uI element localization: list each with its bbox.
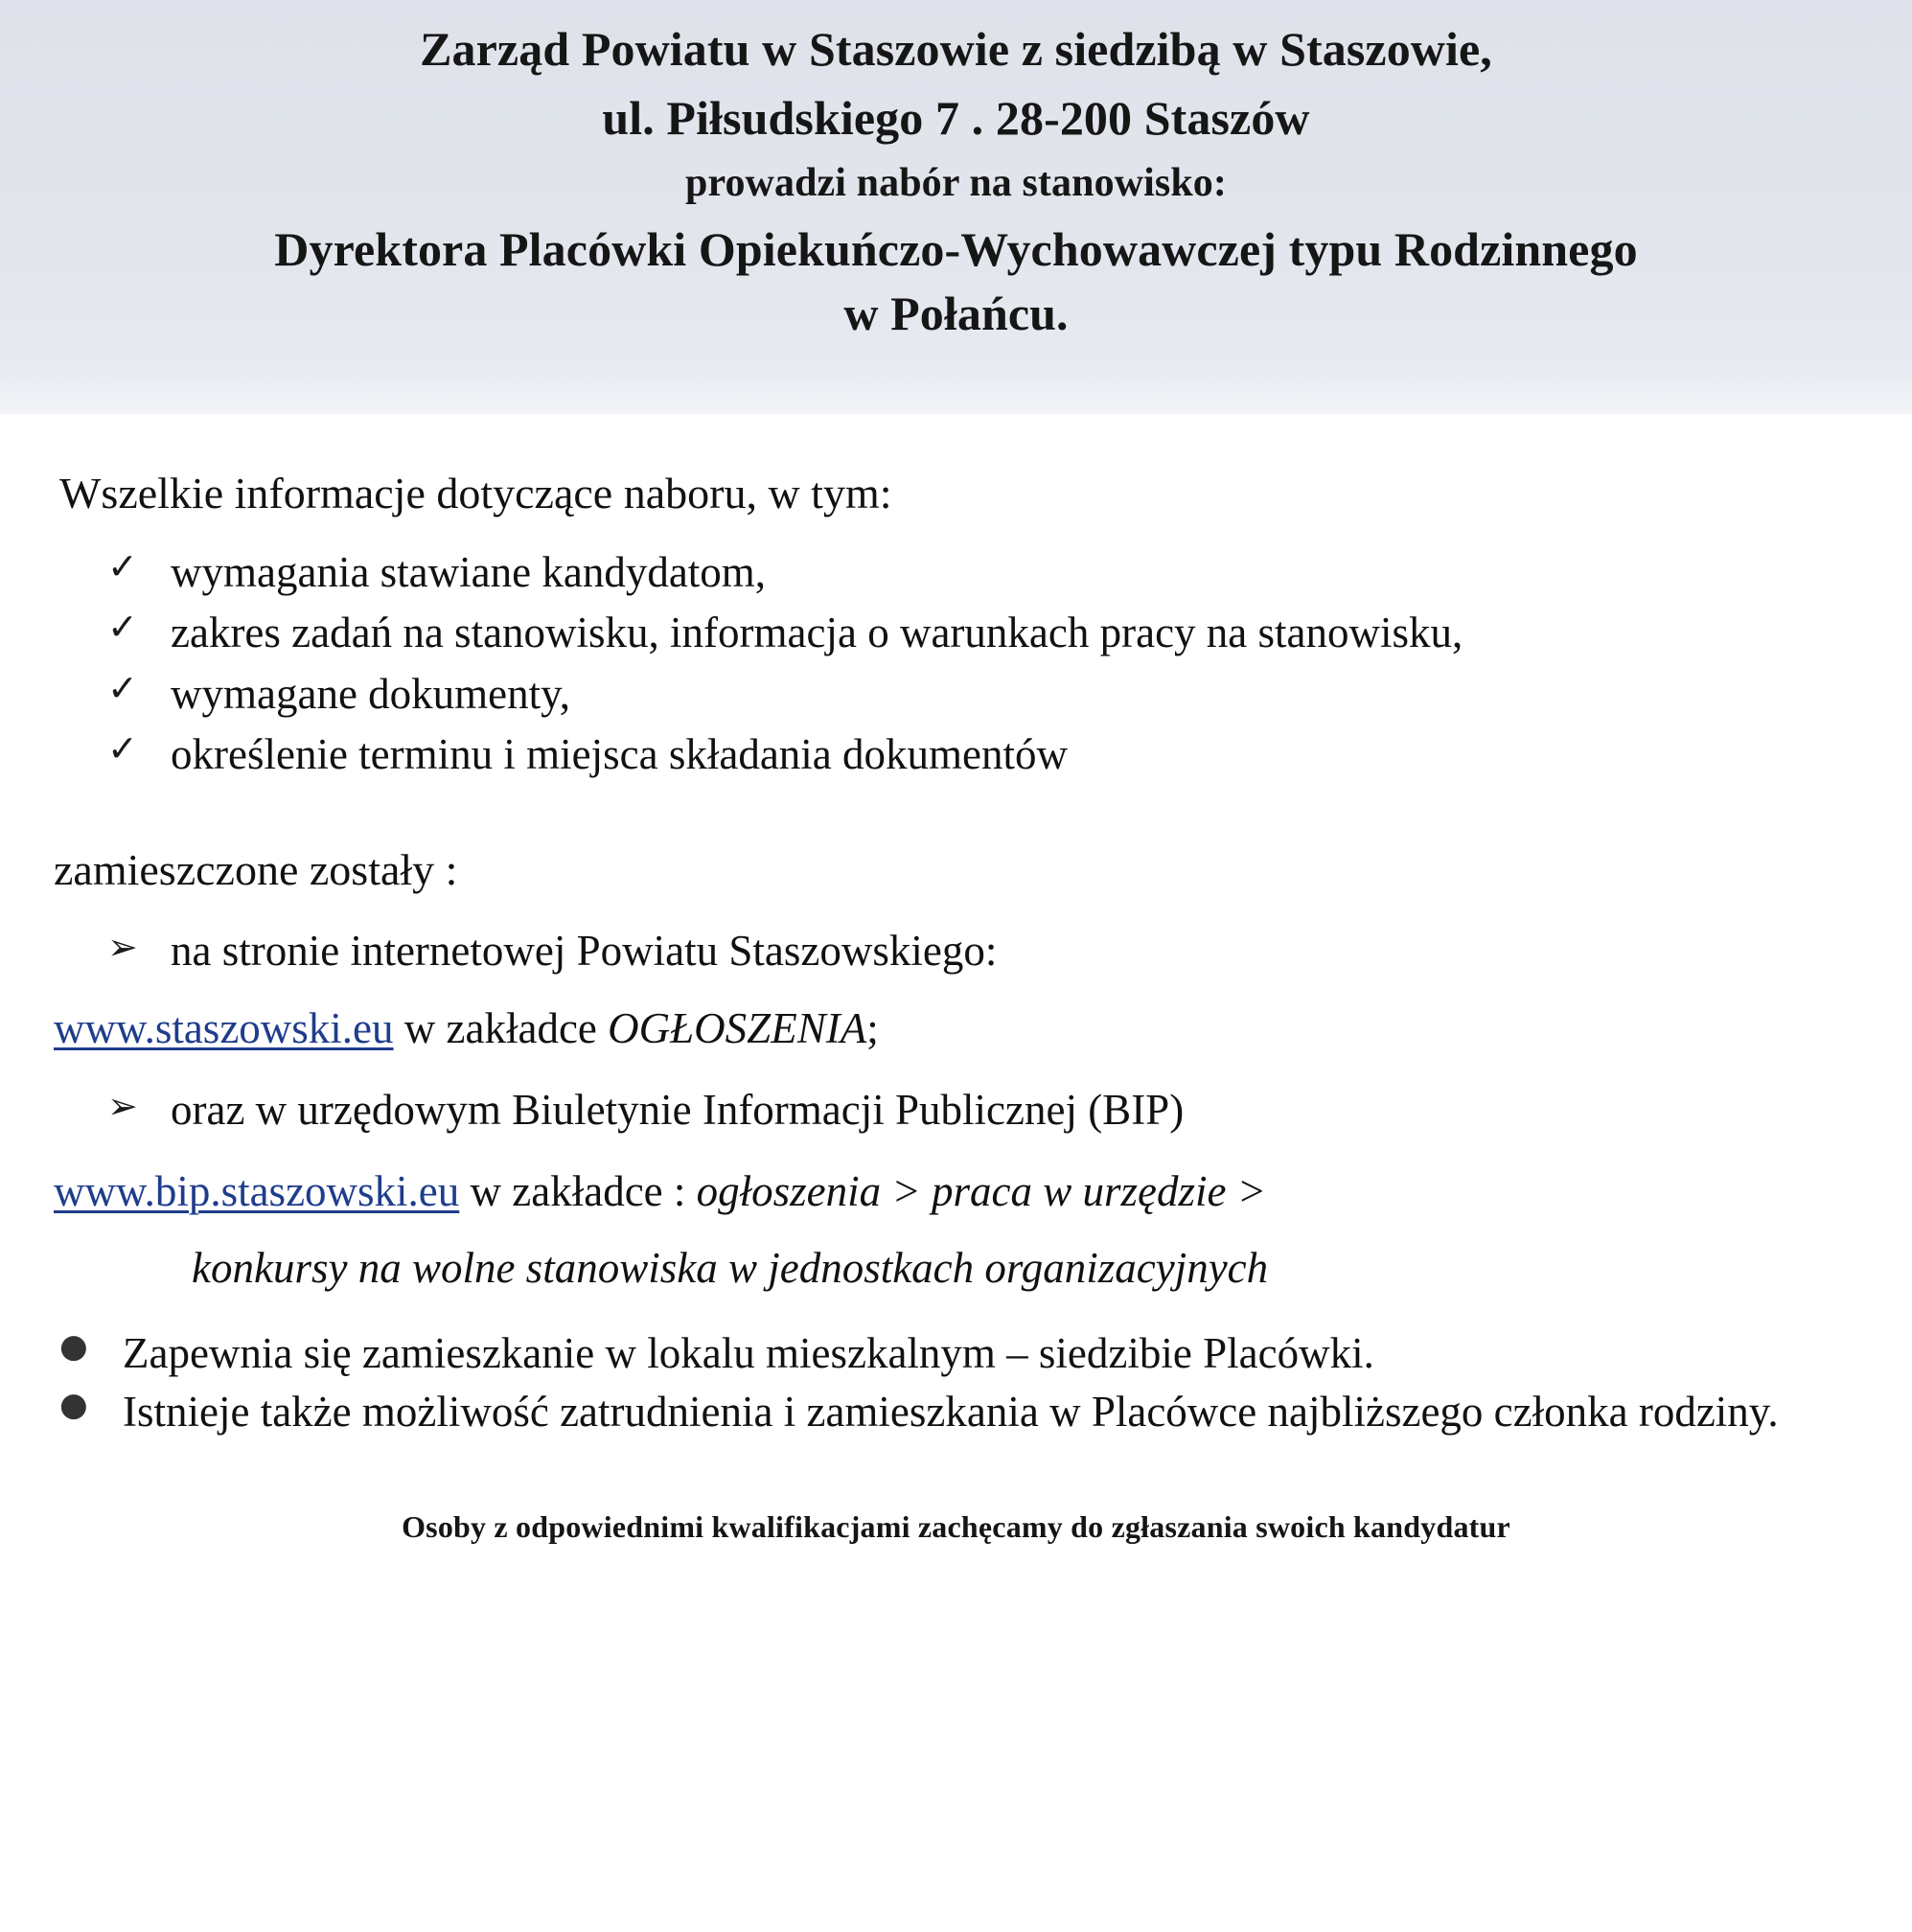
bip-link-line: [54, 1165, 1912, 1217]
bip-link-path-continuation: konkursy na wolne stanowiska w jednostkach organizacyjnych: [192, 1244, 1269, 1293]
website-link-suffix: ;: [866, 1003, 879, 1052]
list-item: [0, 1326, 1912, 1381]
list-item: [0, 924, 1912, 978]
list-item: [0, 1083, 1912, 1137]
published-label: zamieszczone zostały :: [54, 844, 458, 894]
bullet-dot-icon: ●: [59, 1327, 88, 1367]
list-item-label: określenie terminu i miejsca składania dokumentów: [171, 730, 1068, 779]
list-item: [0, 606, 1912, 661]
website-link-line: [54, 1002, 1912, 1054]
additional-info-list: [0, 1326, 1912, 1438]
arrow-bullet-icon: ➢: [107, 925, 138, 968]
check-icon: ✓: [107, 666, 138, 709]
check-icon: ✓: [107, 544, 138, 587]
list-item: [0, 727, 1912, 783]
list-item-label: Istnieje także możliwość zatrudnienia i zamieszkania w Placówce najbliższego członka rodziny.: [123, 1387, 1779, 1436]
list-item: [0, 667, 1912, 723]
header-line-address: ul. Piłsudskiego 7 . 28-200 Staszów: [602, 90, 1310, 145]
list-item-label: wymagane dokumenty,: [171, 669, 570, 718]
announcement-body: [0, 470, 1912, 1545]
staszowski-website-link[interactable]: www.staszowski.eu: [54, 1003, 394, 1052]
announcement-header: [0, 0, 1912, 414]
arrow-bullet-icon: ➢: [107, 1084, 138, 1127]
header-line-organization: Zarząd Powiatu w Staszowie z siedzibą w Staszowie,: [420, 22, 1492, 76]
bip-website-link[interactable]: www.bip.staszowski.eu: [54, 1167, 460, 1216]
list-item-label: Zapewnia się zamieszkanie w lokalu mieszkalnym – siedzibie Placówki.: [123, 1329, 1374, 1378]
footer-encouragement-note: Osoby z odpowiednimi kwalifikacjami zachęcamy do zgłaszania swoich kandydatur: [402, 1509, 1510, 1545]
publication-channel-list-2: [0, 1083, 1912, 1137]
intro-text: Wszelkie informacje dotyczące naboru, w tym:: [59, 469, 892, 518]
requirements-check-list: [0, 545, 1912, 783]
bip-link-prefix: w zakładce :: [459, 1167, 697, 1216]
list-item-label: oraz w urzędowym Biuletynie Informacji Publicznej (BIP): [171, 1085, 1185, 1134]
header-line-position: Dyrektora Placówki Opiekuńczo-Wychowawczej typu Rodzinnego: [274, 221, 1638, 276]
website-link-prefix: w zakładce: [393, 1003, 609, 1052]
list-item-label: zakres zadań na stanowisku, informacja o warunkach pracy na stanowisku,: [171, 609, 1463, 657]
list-item: [0, 1385, 1912, 1439]
list-item: [0, 545, 1912, 601]
website-link-section: OGŁOSZENIA: [608, 1003, 867, 1052]
header-line-recruitment: prowadzi nabór na stanowisko:: [685, 161, 1227, 205]
check-icon: ✓: [107, 606, 138, 649]
check-icon: ✓: [107, 727, 138, 770]
bip-link-path: ogłoszenia > praca w urzędzie >: [696, 1167, 1267, 1216]
list-item-label: wymagania stawiane kandydatom,: [171, 547, 767, 596]
header-line-location: w Połańcu.: [843, 287, 1069, 341]
publication-channel-list: [0, 924, 1912, 978]
list-item-label: na stronie internetowej Powiatu Staszowskiego:: [171, 926, 998, 975]
bullet-dot-icon: ●: [59, 1385, 88, 1424]
